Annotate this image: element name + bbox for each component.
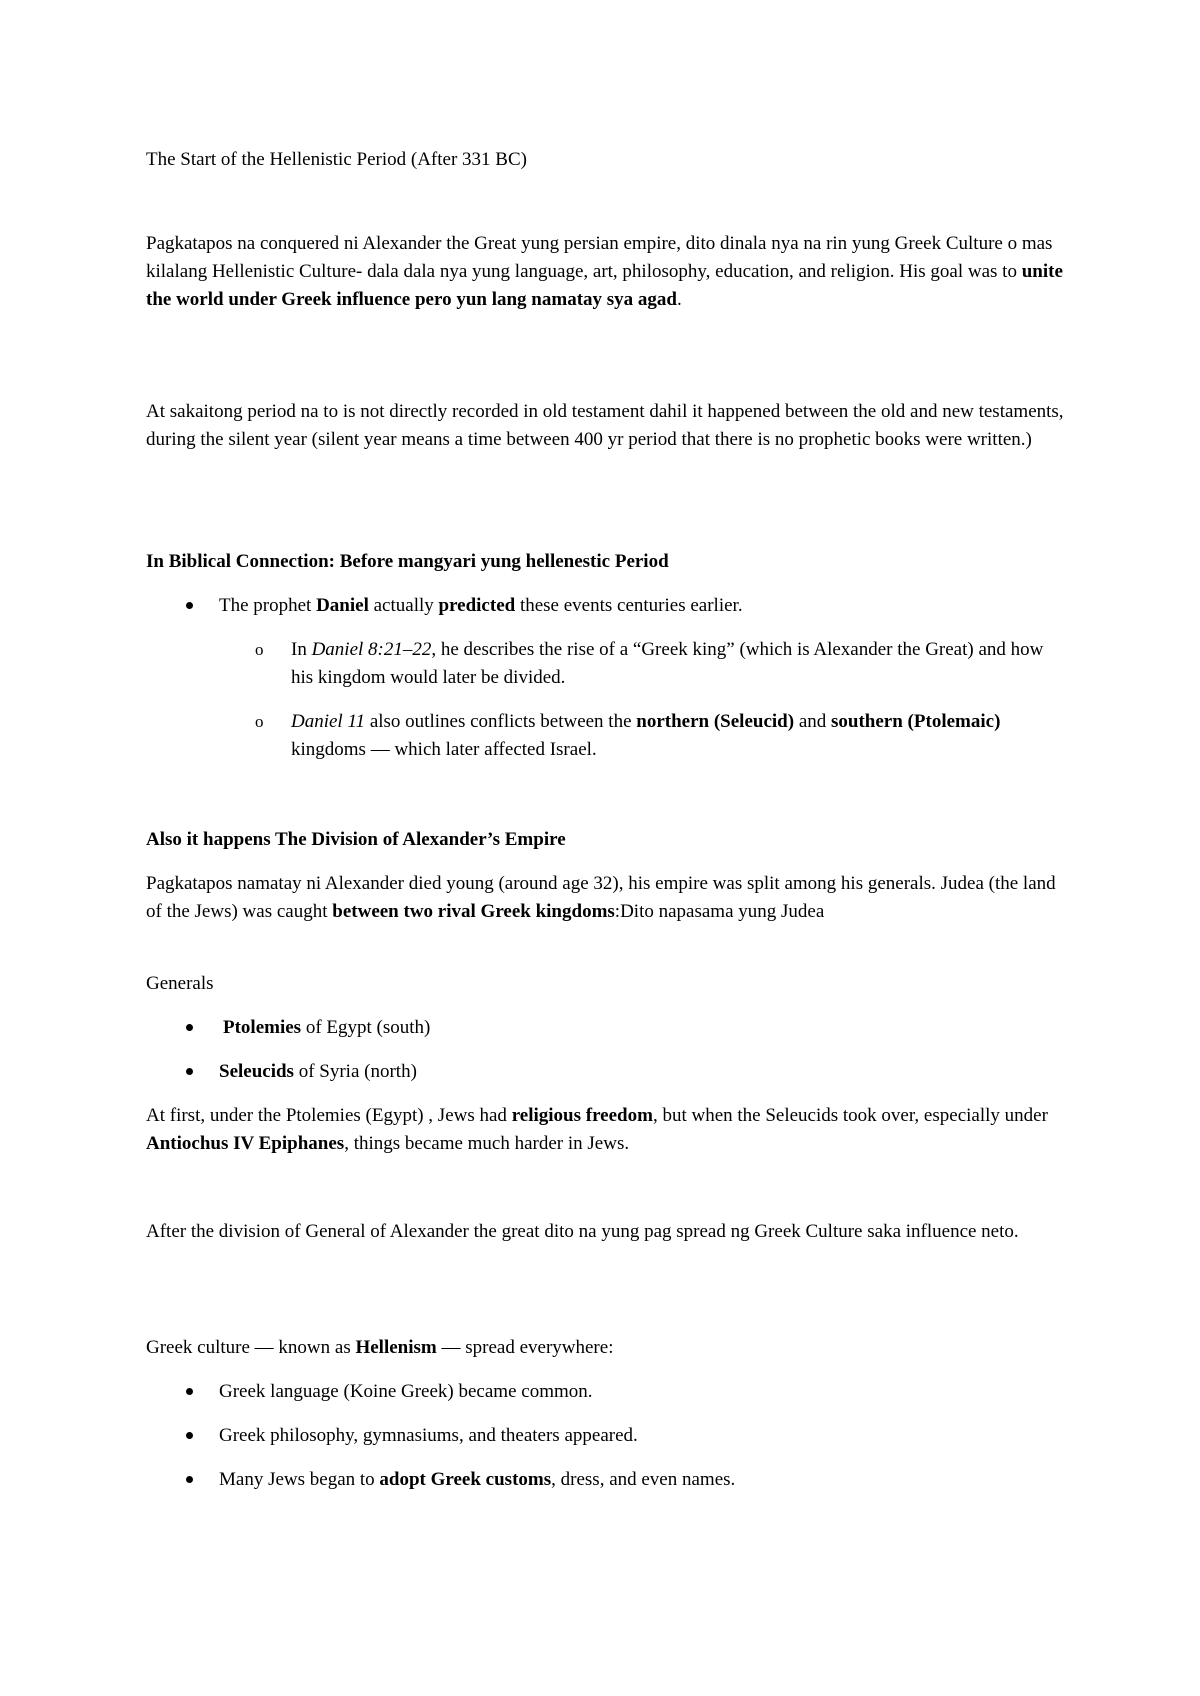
list-item-text bbox=[223, 1014, 1063, 1042]
heading-text: In Biblical Connection: Before mangyari yung hellenestic Period bbox=[146, 551, 669, 572]
text-run: The prophet bbox=[219, 595, 317, 616]
bold-run: religious freedom bbox=[511, 1105, 653, 1126]
sub-bullet-icon: o bbox=[255, 640, 264, 659]
list-item-text bbox=[219, 1466, 1059, 1494]
text-run: , he describes the rise of a “Greek king” (which is Alexander the Great) and how his kingdom would later be divided. bbox=[291, 639, 1044, 688]
text-run: Many Jews began to bbox=[219, 1469, 380, 1490]
text-run: Pagkatapos namatay ni Alexander died young (around age 32), his empire was split among his generals. Judea (the land of the Jews) was caught bbox=[146, 873, 1056, 922]
paragraph-hellenism bbox=[146, 1334, 1066, 1362]
bold-run: Antiochus IV Epiphanes bbox=[146, 1133, 345, 1154]
list-item-text: Greek language (Koine Greek) became common. bbox=[219, 1381, 593, 1402]
italic-run: Daniel 11 bbox=[291, 711, 366, 732]
paragraph-silent-years: At sakaitong period na to is not directly recorded in old testament dahil it happened between the old and new testaments, during the silent year (silent year means a time between 400 yr period that there is no prophetic books were written.) bbox=[146, 401, 1064, 450]
bullet-icon bbox=[186, 1068, 193, 1075]
text-run: — spread everywhere: bbox=[436, 1337, 614, 1358]
bold-run: adopt Greek customs bbox=[379, 1469, 552, 1490]
text-run: these events centuries earlier. bbox=[515, 595, 743, 616]
heading-division-empire bbox=[146, 826, 1066, 854]
text-run: , but when the Seleucids took over, especially under bbox=[652, 1105, 1048, 1126]
bold-run: Ptolemies bbox=[223, 1017, 302, 1038]
bullet-icon bbox=[186, 1432, 193, 1439]
text-run: In bbox=[291, 639, 312, 660]
text-run: At first, under the Ptolemies (Egypt) , Jews had bbox=[146, 1105, 512, 1126]
sub-list-item-text bbox=[291, 636, 1061, 692]
text-run: also outlines conflicts between the bbox=[365, 711, 637, 732]
bold-run: between two rival Greek kingdoms bbox=[332, 901, 615, 922]
text-run: :Dito napasama yung Judea bbox=[614, 901, 825, 922]
text-run: and bbox=[794, 711, 832, 732]
heading-biblical-connection bbox=[146, 548, 1066, 576]
paragraph-division bbox=[146, 870, 1066, 926]
paragraph-ptolemies-seleucids bbox=[146, 1102, 1066, 1158]
bullet-icon bbox=[186, 1476, 193, 1483]
paragraph-conquest bbox=[146, 230, 1066, 314]
list-item-text: Greek philosophy, gymnasiums, and theaters appeared. bbox=[219, 1425, 638, 1446]
generals-label: Generals bbox=[146, 973, 214, 994]
text-run: Pagkatapos na conquered ni Alexander the Great yung persian empire, dito dinala nya na rin yung Greek Culture o mas kilalang Hellenistic Culture- dala dala nya yung language, art, philosophy, education, and religion. His goal was to bbox=[146, 233, 1053, 282]
text-run: , dress, and even names. bbox=[551, 1469, 736, 1490]
bold-run: predicted bbox=[438, 595, 516, 616]
text-run: of Egypt (south) bbox=[301, 1017, 431, 1038]
sub-list-item-text bbox=[291, 708, 1061, 764]
list-item-text bbox=[219, 1058, 1059, 1086]
text-run: of Syria (north) bbox=[293, 1061, 417, 1082]
document-title: The Start of the Hellenistic Period (After 331 BC) bbox=[146, 149, 527, 170]
text-run: , things became much harder in Jews. bbox=[344, 1133, 630, 1154]
text-run: actually bbox=[368, 595, 439, 616]
heading-text: Also it happens The Division of Alexander’s Empire bbox=[146, 829, 566, 850]
bold-run: southern (Ptolemaic) bbox=[831, 711, 1001, 732]
bullet-icon bbox=[186, 1388, 193, 1395]
text-run: . bbox=[677, 289, 682, 310]
sub-bullet-icon: o bbox=[255, 712, 264, 731]
bold-run: northern (Seleucid) bbox=[636, 711, 795, 732]
paragraph-after-division: After the division of General of Alexander the great dito na yung pag spread ng Greek Culture saka influence neto. bbox=[146, 1221, 1019, 1242]
list-item-text bbox=[219, 592, 1059, 620]
bold-run: Seleucids bbox=[219, 1061, 294, 1082]
bullet-icon bbox=[186, 602, 193, 609]
bold-run: Hellenism bbox=[355, 1337, 437, 1358]
italic-run: Daniel 8:21–22 bbox=[311, 639, 432, 660]
bold-run: unite the world under Greek influence pero yun lang namatay sya agad bbox=[146, 261, 1063, 310]
bullet-icon bbox=[186, 1024, 193, 1031]
text-run: kingdoms — which later affected Israel. bbox=[291, 739, 597, 760]
text-run: Greek culture — known as bbox=[146, 1337, 356, 1358]
bold-run: Daniel bbox=[316, 595, 369, 616]
